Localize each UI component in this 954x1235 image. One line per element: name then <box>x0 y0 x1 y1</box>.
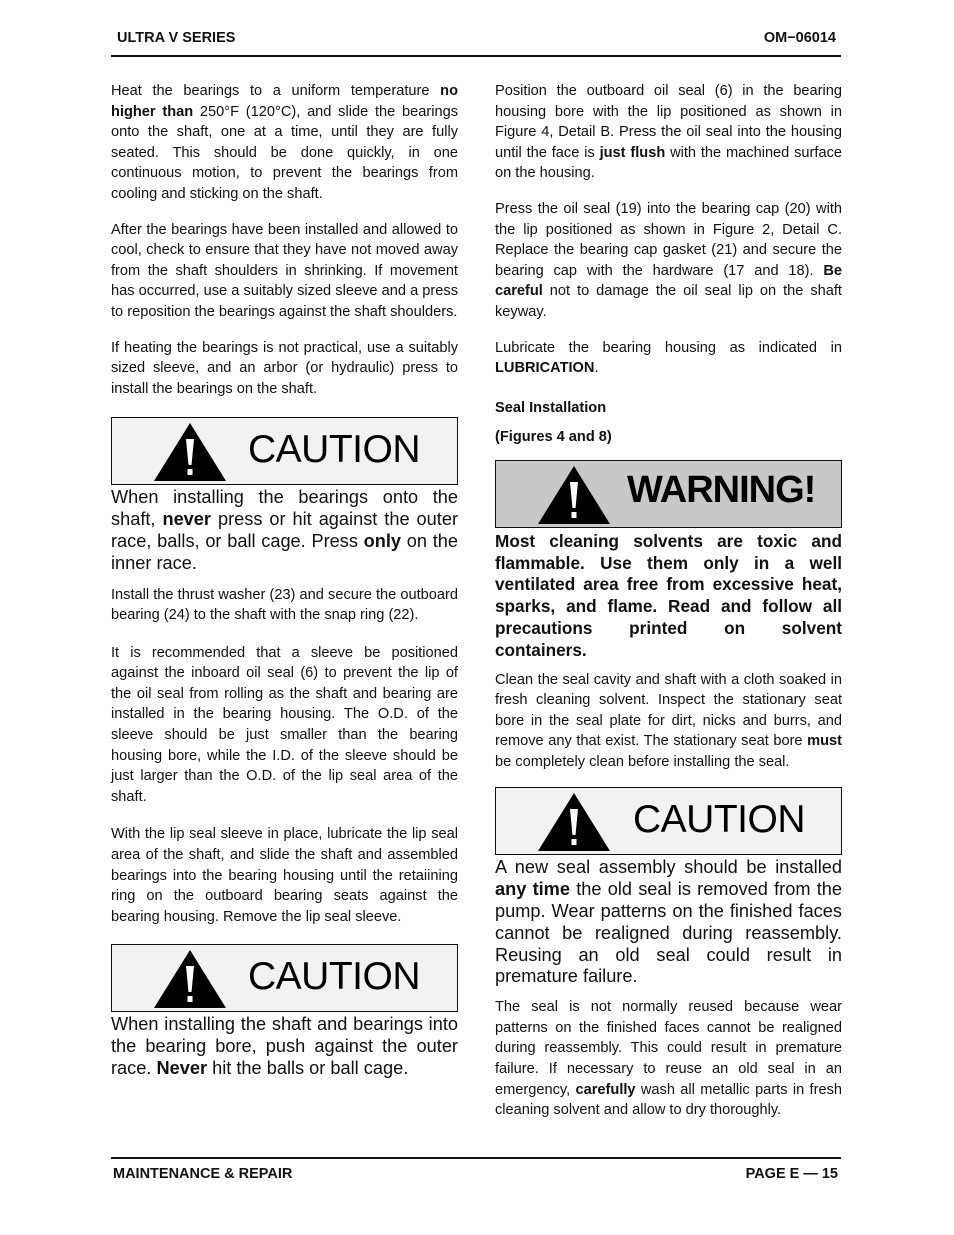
paragraph-check-bearings: After the bearings have been installed and allowed to cool, check to ensure that they have not moved away from the shaft shoulders in shrinking. If movement has occurred, use a suitably sized sleeve and a press to reposition the bearings against the shaft shoulders. <box>111 221 458 320</box>
caution-text-2: When installing the shaft and bearings into the bearing bore, push against the outer race. Never hit the balls or ball cage. <box>111 1014 458 1078</box>
paragraph-thrust-washer: Install the thrust washer (23) and secure the outboard bearing (24) to the shaft with the snap ring (22). <box>111 586 458 624</box>
warning-triangle-icon <box>536 791 612 853</box>
warning-triangle-icon <box>152 421 228 483</box>
caution-text-3: A new seal assembly should be installed any time the old seal is removed from the pump. Wear patterns on the finished faces cannot be realigned during reassembly. Reusing an old seal could result in premature failure. <box>495 857 843 987</box>
paragraph-sleeve-recommended: It is recommended that a sleeve be positioned against the inboard oil seal (6) to prevent the lip of the oil seal from rolling as the shaft and bearing are installed in the bearing housing. The O.D. of the sleeve should be just smaller than the bearing housing bore, while the I.D. of the sleeve should be just larger than the O.D. of the lip seal area of the shaft. <box>111 644 458 805</box>
section-subtitle: (Figures 4 and 8) <box>495 428 612 445</box>
warning-label: WARNING! <box>627 468 816 511</box>
paragraph-heating-not-practical: If heating the bearings is not practical, use a suitably sized sleeve, and an arbor (or hydraulic) press to install the bearings on the shaft. <box>111 339 458 397</box>
warning-box <box>495 460 842 528</box>
caution-label: CAUTION <box>248 955 420 999</box>
footer-section: MAINTENANCE & REPAIR <box>113 1166 293 1182</box>
paragraph-heat-bearings: Heat the bearings to a uniform temperature no higher than 250°F (120°C), and slide the bearings onto the shaft, one at a time, until they are fully seated. This should be done quickly, in one continuous motion, to prevent the bearings from cooling and sticking on the shaft. <box>111 83 458 202</box>
caution-box-3 <box>495 787 842 855</box>
paragraph-outboard-seal: Position the outboard oil seal (6) in the bearing housing bore with the lip positioned as shown in Figure 4, Detail B. Press the oil seal into the housing until the face is just flush with the machined surface on the housing. <box>495 83 842 182</box>
header-rule <box>111 55 841 57</box>
warning-text: Most cleaning solvents are toxic and flammable. Use them only in a well ventilated area free from excessive heat, sparks, and flame. Read and follow all precautions printed on solvent containers. <box>495 530 842 660</box>
paragraph-seal-not-reused: The seal is not normally reused because wear patterns on the finished faces cannot be realigned during reassembly. This could result in premature failure. If necessary to reuse an old seal in an emergency, carefully wash all metallic parts in fresh cleaning solvent and allow to dry thoroughly. <box>495 999 842 1119</box>
footer-page-number: PAGE E — 15 <box>745 1166 838 1182</box>
paragraph-bearing-cap: Press the oil seal (19) into the bearing cap (20) with the lip positioned as shown in Figure 2, Detail C. Replace the bearing cap gasket (21) and secure the bearing cap with the hardware (17 and 18). Be careful not to damage the oil seal lip on the shaft keyway. <box>495 200 842 320</box>
caution-label: CAUTION <box>633 798 805 842</box>
header-series: ULTRA V SERIES <box>117 30 236 46</box>
right-column <box>495 81 842 1121</box>
caution-text-1: When installing the bearings onto the shaft, never press or hit against the outer race, balls, or ball cage. Press only on the inner race. <box>111 487 458 573</box>
left-column <box>111 81 458 1080</box>
paragraph-clean-seal-cavity: Clean the seal cavity and shaft with a cloth soaked in fresh cleaning solvent. Inspect the stationary seat bore in the seal plate for dirt, nicks and burrs, and remove any that exist. The stationary seat bore must be completely clean before installing the seal. <box>495 671 842 770</box>
footer-rule <box>111 1157 841 1159</box>
caution-box-1 <box>111 417 458 485</box>
caution-box-2 <box>111 944 458 1012</box>
header-doc-number: OM−06014 <box>763 30 836 46</box>
paragraph-lubricate: Lubricate the bearing housing as indicated in LUBRICATION. <box>495 339 842 377</box>
paragraph-lip-seal-sleeve: With the lip seal sleeve in place, lubricate the lip seal area of the shaft, and slide the shaft and assembled bearings into the bearing housing until the retaiining ring on the outboard bearing seats against the bearing housing. Remove the lip seal sleeve. <box>111 826 458 925</box>
warning-triangle-icon <box>152 948 228 1010</box>
section-title: Seal Installation <box>495 399 607 416</box>
warning-triangle-icon <box>536 464 612 526</box>
caution-label: CAUTION <box>248 428 420 472</box>
